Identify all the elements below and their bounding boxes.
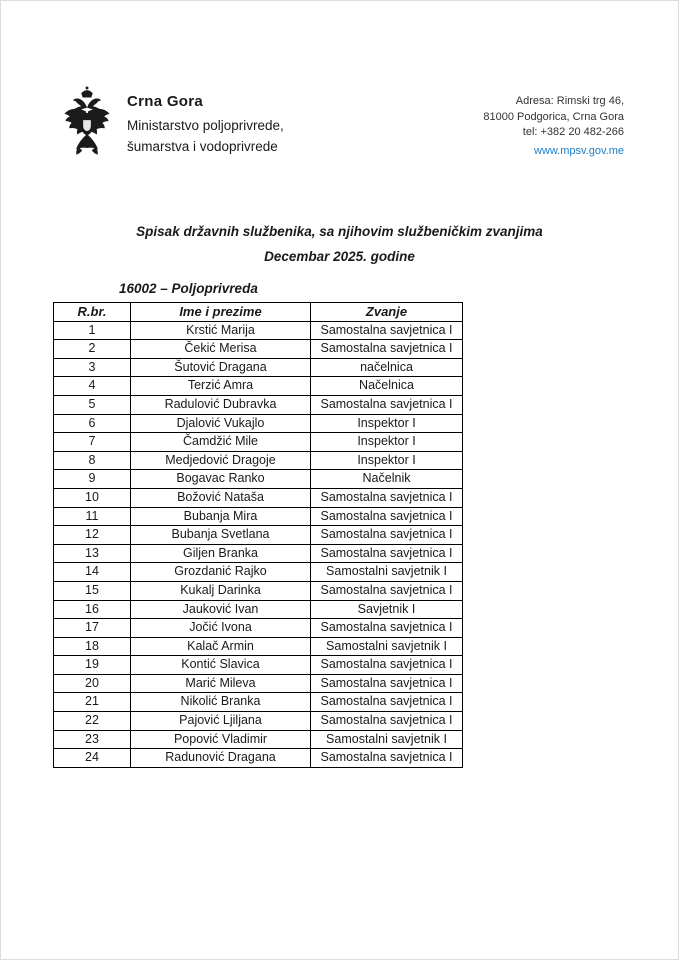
employee-name: Giljen Branka — [131, 544, 311, 563]
table-row — [54, 526, 463, 545]
employee-name: Bubanja Svetlana — [131, 526, 311, 545]
employee-title: Samostalna savjetnica I — [311, 507, 463, 526]
row-number: 8 — [54, 451, 131, 470]
employee-name: Jočić Ivona — [131, 619, 311, 638]
employee-title: Samostalna savjetnica I — [311, 656, 463, 675]
employee-title: Samostalna savjetnica I — [311, 581, 463, 600]
row-number: 5 — [54, 395, 131, 414]
column-header-rbr: R.br. — [54, 303, 131, 322]
employee-title: Savjetnik I — [311, 600, 463, 619]
employee-name: Šutović Dragana — [131, 358, 311, 377]
employee-title: Samostalna savjetnica I — [311, 674, 463, 693]
table-row — [54, 507, 463, 526]
table-row — [54, 395, 463, 414]
employee-title: Inspektor I — [311, 414, 463, 433]
employee-name: Grozdanić Rajko — [131, 563, 311, 582]
coat-of-arms-logo — [63, 85, 111, 161]
address-line2: 81000 Podgorica, Crna Gora — [483, 110, 624, 123]
employee-name: Čekić Merisa — [131, 340, 311, 359]
organization-block — [127, 93, 284, 157]
employee-name: Marić Mileva — [131, 674, 311, 693]
table-row — [54, 674, 463, 693]
row-number: 11 — [54, 507, 131, 526]
employee-name: Djalović Vukajlo — [131, 414, 311, 433]
employee-name: Popović Vladimir — [131, 730, 311, 749]
row-number: 16 — [54, 600, 131, 619]
row-number: 1 — [54, 321, 131, 340]
row-number: 20 — [54, 674, 131, 693]
table-row — [54, 619, 463, 638]
employee-name: Bubanja Mira — [131, 507, 311, 526]
employee-name: Radulović Dubravka — [131, 395, 311, 414]
row-number: 6 — [54, 414, 131, 433]
employee-name: Pajović Ljiljana — [131, 712, 311, 731]
row-number: 12 — [54, 526, 131, 545]
row-number: 14 — [54, 563, 131, 582]
address-line3: tel: +382 20 482-266 — [522, 126, 624, 138]
table-row — [54, 470, 463, 489]
employee-name: Medjedović Dragoje — [131, 451, 311, 470]
table-row — [54, 637, 463, 656]
row-number: 15 — [54, 581, 131, 600]
table-row — [54, 321, 463, 340]
employee-name: Nikolić Branka — [131, 693, 311, 712]
employee-title: Samostalna savjetnica I — [311, 488, 463, 507]
table-row — [54, 340, 463, 359]
ministry-name-line1: Ministarstvo poljoprivrede, — [127, 118, 284, 133]
table-row — [54, 451, 463, 470]
row-number: 22 — [54, 712, 131, 731]
employee-name: Bogavac Ranko — [131, 470, 311, 489]
employee-name: Kalač Armin — [131, 637, 311, 656]
employee-title: Samostalni savjetnik I — [311, 730, 463, 749]
document-title — [1, 219, 678, 269]
table-row — [54, 712, 463, 731]
employee-name: Radunović Dragana — [131, 749, 311, 768]
employee-title: načelnica — [311, 358, 463, 377]
employee-title: Samostalna savjetnica I — [311, 526, 463, 545]
table-row — [54, 581, 463, 600]
employee-name: Božović Nataša — [131, 488, 311, 507]
table-row — [54, 656, 463, 675]
employee-title: Samostalna savjetnica I — [311, 395, 463, 414]
table-row — [54, 488, 463, 507]
row-number: 23 — [54, 730, 131, 749]
website-link[interactable]: www.mpsv.gov.me — [533, 144, 624, 157]
table-header-row — [54, 303, 463, 322]
table-row — [54, 414, 463, 433]
row-number: 19 — [54, 656, 131, 675]
table-row — [54, 749, 463, 768]
country-name: Crna Gora — [127, 93, 204, 110]
coat-of-arms-icon — [63, 85, 111, 161]
employee-title: Samostalna savjetnica I — [311, 340, 463, 359]
employee-title: Samostalna savjetnica I — [311, 544, 463, 563]
employee-name: Jauković Ivan — [131, 600, 311, 619]
row-number: 21 — [54, 693, 131, 712]
table-row — [54, 358, 463, 377]
row-number: 24 — [54, 749, 131, 768]
column-header-name: Ime i prezime — [131, 303, 311, 322]
row-number: 17 — [54, 619, 131, 638]
employee-title: Inspektor I — [311, 433, 463, 452]
table-row — [54, 693, 463, 712]
document-title-line2: Decembar 2025. godine — [264, 249, 415, 264]
address-line1: Adresa: Rimski trg 46, — [515, 95, 624, 107]
employee-title: Samostalna savjetnica I — [311, 619, 463, 638]
table-row — [54, 730, 463, 749]
table-row — [54, 433, 463, 452]
table-row — [54, 544, 463, 563]
row-number: 13 — [54, 544, 131, 563]
employee-table — [53, 302, 463, 768]
employee-title: Inspektor I — [311, 451, 463, 470]
employee-name: Kukalj Darinka — [131, 581, 311, 600]
document-title-line1: Spisak državnih službenika, sa njihovim službeničkim zvanjima — [136, 224, 543, 239]
employee-title: Samostalni savjetnik I — [311, 563, 463, 582]
row-number: 7 — [54, 433, 131, 452]
address-block — [404, 94, 624, 159]
employee-title: Samostalna savjetnica I — [311, 693, 463, 712]
ministry-name-line2: šumarstva i vodoprivrede — [127, 139, 278, 154]
table-row — [54, 563, 463, 582]
row-number: 2 — [54, 340, 131, 359]
employee-title: Samostalni savjetnik I — [311, 637, 463, 656]
employee-title: Samostalna savjetnica I — [311, 749, 463, 768]
employee-title: Samostalna savjetnica I — [311, 321, 463, 340]
row-number: 9 — [54, 470, 131, 489]
employee-name: Terzić Amra — [131, 377, 311, 396]
employee-name: Čamdžić Mile — [131, 433, 311, 452]
employee-table-body — [54, 321, 463, 767]
table-row — [54, 600, 463, 619]
employee-title: Načelnica — [311, 377, 463, 396]
employee-title: Samostalna savjetnica I — [311, 712, 463, 731]
row-number: 18 — [54, 637, 131, 656]
employee-title: Načelnik — [311, 470, 463, 489]
row-number: 4 — [54, 377, 131, 396]
employee-name: Krstić Marija — [131, 321, 311, 340]
column-header-title: Zvanje — [311, 303, 463, 322]
row-number: 3 — [54, 358, 131, 377]
section-label: 16002 – Poljoprivreda — [119, 281, 258, 296]
table-row — [54, 377, 463, 396]
employee-name: Kontić Slavica — [131, 656, 311, 675]
row-number: 10 — [54, 488, 131, 507]
